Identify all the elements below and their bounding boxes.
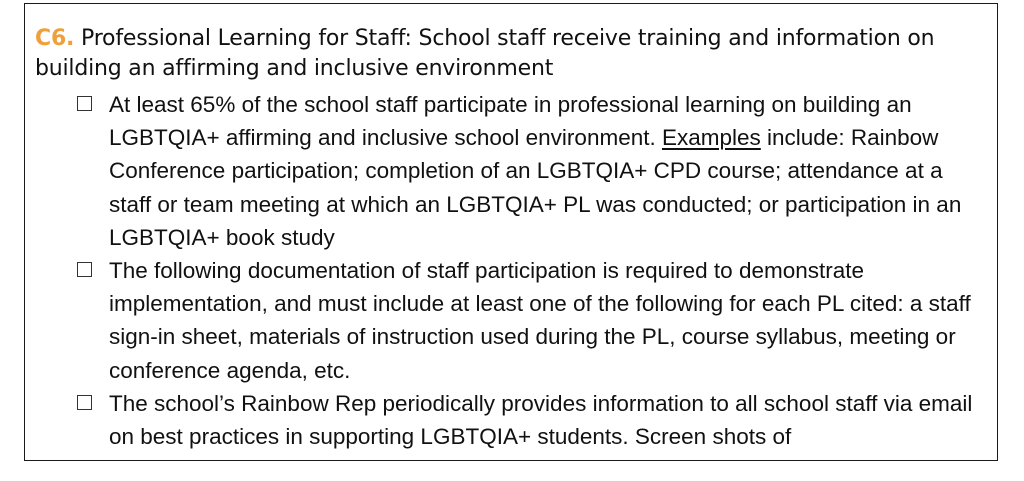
item-text: At least 65% of the school staff participate in professional learning on building an LGBTQIA+ affirming and inclusive school environment. bbox=[109, 92, 912, 151]
item-text: The school’s Rainbow Rep periodically provides information to all school staff via email on best practices in supporting LGBTQIA+ students. Screen shots of bbox=[109, 390, 973, 450]
checklist-item bbox=[25, 387, 995, 453]
checkbox[interactable] bbox=[77, 395, 92, 410]
checkbox[interactable] bbox=[77, 96, 92, 111]
document-section-box bbox=[24, 3, 998, 461]
section-heading bbox=[35, 24, 990, 84]
section-code: C6. bbox=[35, 26, 75, 51]
checklist-item bbox=[25, 254, 995, 387]
examples-link[interactable]: Examples bbox=[661, 125, 761, 151]
checklist bbox=[25, 88, 995, 453]
item-text: include: Rainbow Conference participation; completion of an LGBTQIA+ CPD course; attendance at a staff or team meeting at which an LGBTQIA+ PL was conducted; or participation in an LGBTQIA+ book study bbox=[109, 125, 962, 250]
section-title: Professional Learning for Staff: School staff receive training and information on building an affirming and inclusive environment bbox=[35, 26, 935, 81]
item-text: The following documentation of staff participation is required to demonstrate implementation, and must include at least one of the following for each PL cited: a staff sign-in sheet, materials of instruction used during the PL, course syllabus, meeting or conference agenda, etc. bbox=[109, 258, 971, 383]
checklist-item bbox=[25, 88, 995, 254]
checkbox[interactable] bbox=[77, 262, 92, 277]
